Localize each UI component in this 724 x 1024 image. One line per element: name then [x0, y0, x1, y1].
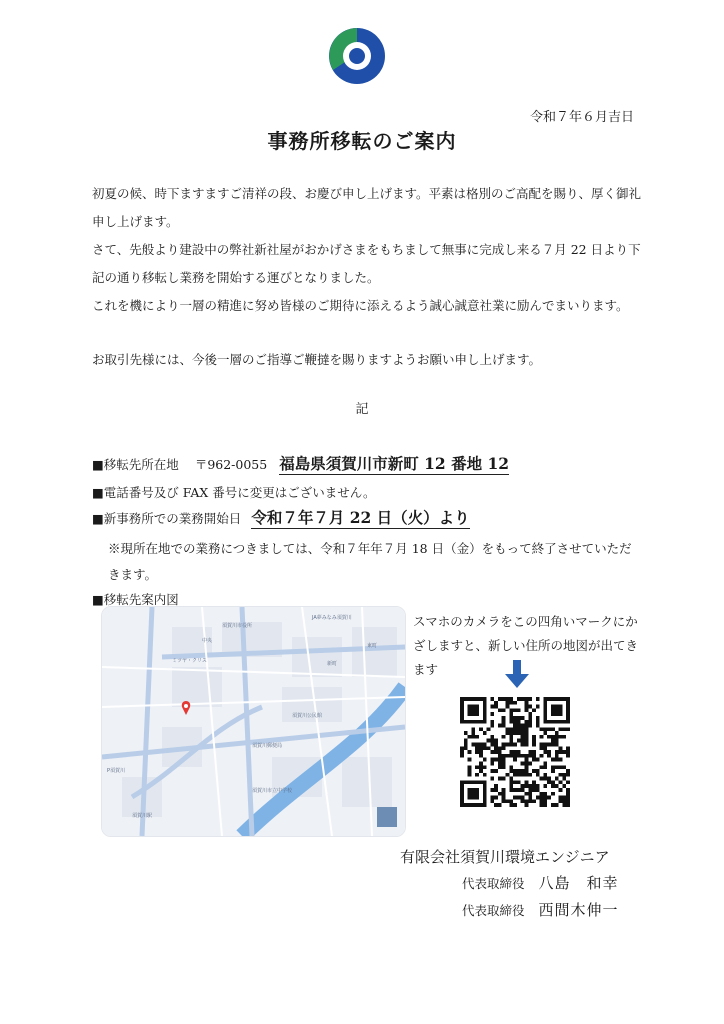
qr-instruction: スマホのカメラをこの四角いマークにかざしますと、新しい住所の地図が出てきます	[413, 614, 639, 677]
rep1-name: 八島 和幸	[538, 874, 619, 892]
rep1-title: 代表取締役	[462, 876, 525, 891]
qr-code[interactable]	[460, 697, 570, 807]
map-label-parking: P須賀川	[107, 768, 126, 774]
commitment-paragraph: これを機により一層の精進に努め皆様のご期待に添えるよう誠心誠意社業に励んでまいります。	[92, 298, 629, 313]
rep2-title: 代表取締役	[462, 903, 525, 918]
map-label-higashimachi: 東町	[367, 643, 378, 649]
page-title: 事務所移転のご案内	[267, 129, 457, 153]
map-label-shinmachi: 新町	[327, 661, 338, 667]
rep2-name: 西間木伸一	[538, 901, 619, 919]
arrow-down-icon	[505, 660, 529, 688]
relocation-paragraph: さて、先般より建設中の弊社新社屋がおかげさまをもちまして無事に完成し来る７月 22 日より下記の通り移転し業務を開始する運びとなりました。	[92, 242, 641, 285]
map-label-post-office: 須賀川郵便局	[252, 743, 283, 749]
start-date-line	[92, 506, 470, 528]
company-logo-icon	[327, 26, 387, 86]
location-map	[101, 606, 406, 837]
phone-note: ■電話番号及び FAX 番号に変更はございません。	[92, 485, 376, 500]
map-label-mitsuya: ミツヤ・クリス	[172, 658, 207, 664]
start-date-label: ■新事務所での業務開始日	[92, 511, 242, 526]
map-label: ■移転先案内図	[92, 592, 179, 607]
issue-date: 令和７年６月吉日	[529, 110, 634, 125]
map-label-station: 須賀川駅	[132, 813, 153, 819]
map-label-ja: JA夢みなみ須賀川	[312, 615, 352, 621]
representative-2	[462, 899, 619, 920]
address-line	[92, 452, 509, 474]
map-label-chuo: 中央	[202, 638, 213, 644]
representative-1	[462, 872, 619, 893]
company-name: 有限会社須賀川環境エンジニア	[400, 848, 610, 866]
postal-code: 〒962-0055	[194, 457, 268, 472]
map-label-city-hall: 須賀川市役所	[222, 623, 253, 629]
closing-paragraph: お取引先様には、今後一層のご指導ご鞭撻を賜りますようお願い申し上げます。	[92, 352, 542, 367]
address-label: ■移転先所在地	[92, 457, 179, 472]
map-label-junior-high: 須賀川市立中学校	[252, 788, 293, 794]
current-office-note: ※現所在地での業務につきましては、令和７年年７月 18 日（金）をもって終了させていただきます。	[108, 541, 632, 582]
ki-heading: 記	[355, 402, 369, 417]
map-label-community-center: 須賀川公民館	[292, 713, 323, 719]
start-date: 令和７年７月 22 日（火）より	[251, 508, 470, 527]
greeting-paragraph: 初夏の候、時下ますますご清祥の段、お慶び申し上げます。平素は格別のご高配を賜り、厚く御礼申し上げます。	[92, 186, 642, 229]
new-address: 福島県須賀川市新町 12 番地 12	[279, 454, 510, 473]
